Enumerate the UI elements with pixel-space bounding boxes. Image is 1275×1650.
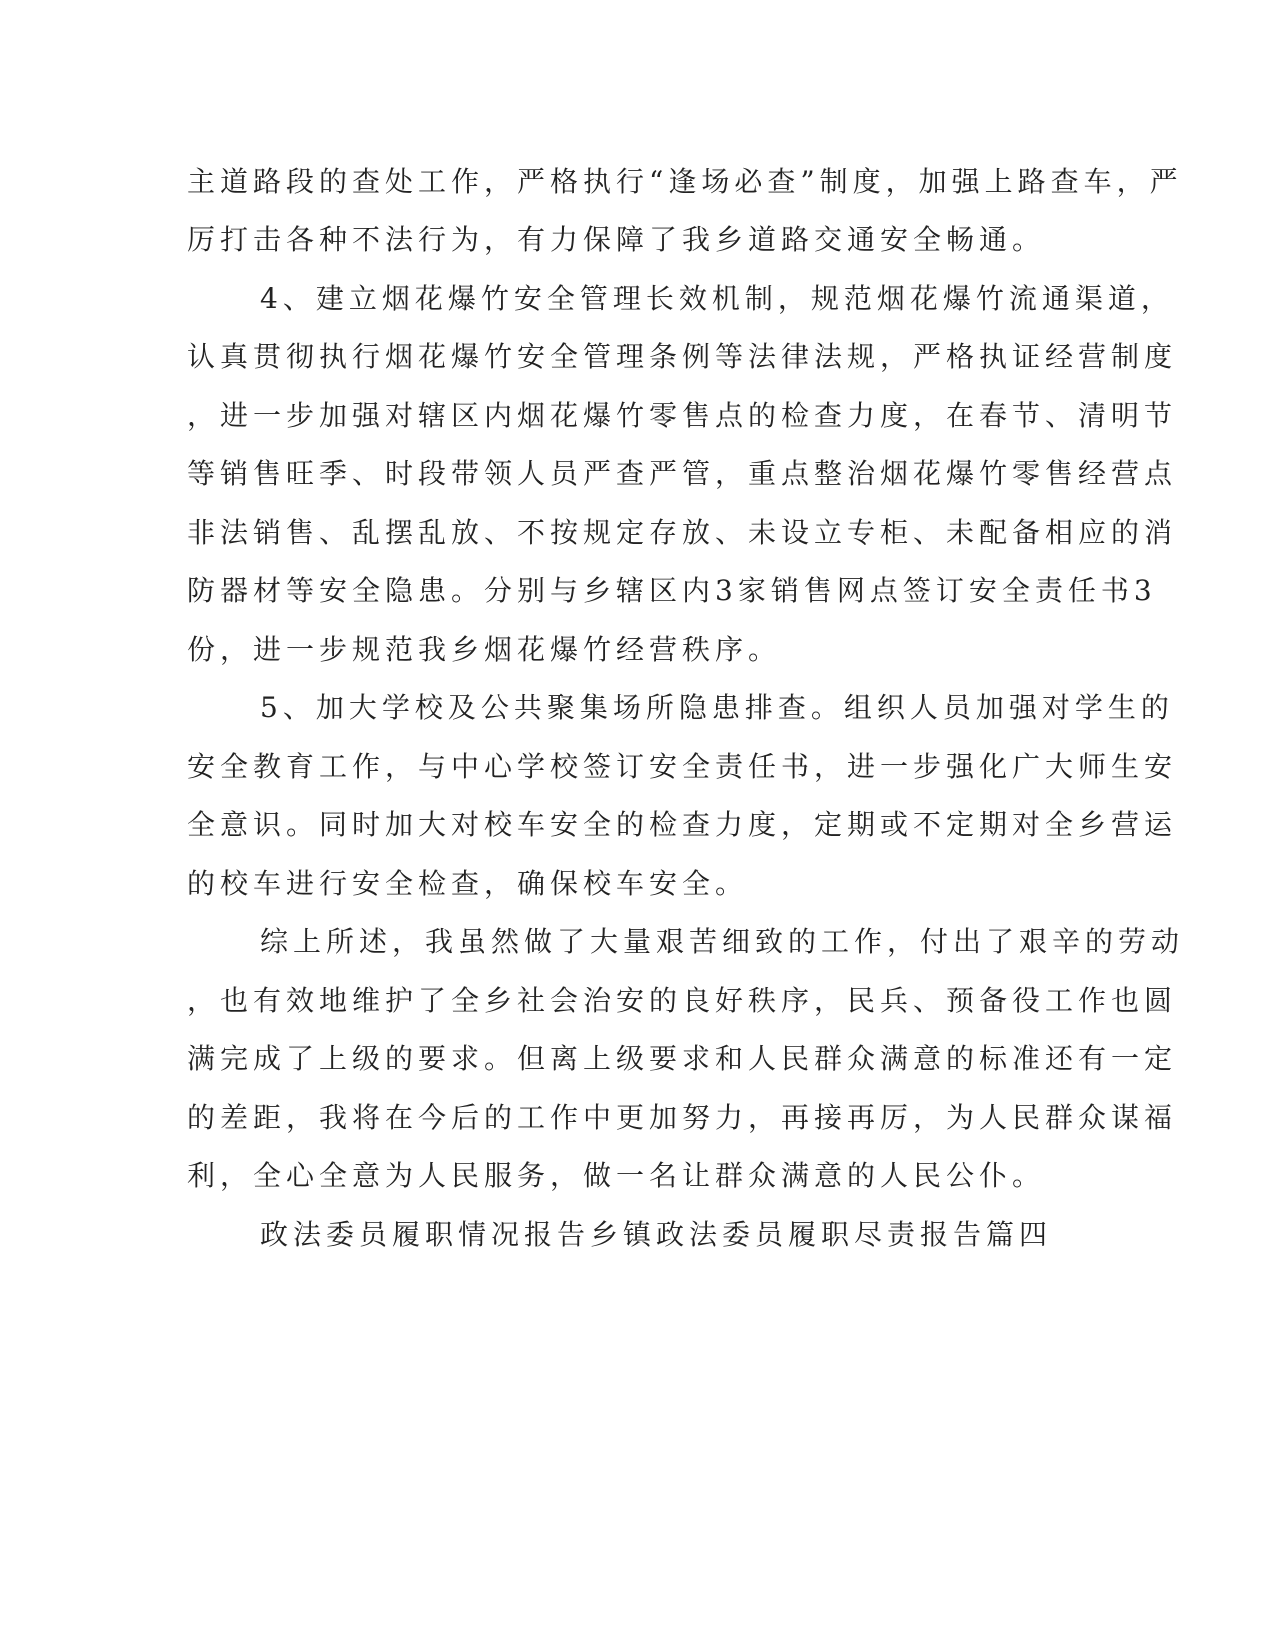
text-line: 等销售旺季、时段带领人员严查严管，重点整治烟花爆竹零售经营点 [187,457,1178,490]
paragraph-start-line: 4、建立烟花爆竹安全管理长效机制，规范烟花爆竹流通渠道， [260,282,1174,315]
text-line: 利，全心全意为人民服务，做一名让群众满意的人民公仆。 [187,1159,1046,1192]
text-line: 认真贯彻执行烟花爆竹安全管理条例等法律法规，严格执证经营制度 [187,340,1178,373]
section-title: 政法委员履职情况报告乡镇政法委员履职尽责报告篇四 [260,1218,1053,1251]
text-line: 的差距，我将在今后的工作中更加努力，再接再厉，为人民群众谋福 [187,1101,1178,1134]
text-line: 份，进一步规范我乡烟花爆竹经营秩序。 [187,633,782,666]
text-line: 的校车进行安全检查，确保校车安全。 [187,867,749,900]
paragraph-start-line: 5、加大学校及公共聚集场所隐患排查。组织人员加强对学生的 [260,691,1174,724]
text-line: ，进一步加强对辖区内烟花爆竹零售点的检查力度，在春节、清明节 [187,399,1178,432]
text-line: ，也有效地维护了全乡社会治安的良好秩序，民兵、预备役工作也圆 [187,984,1178,1017]
text-line: 非法销售、乱摆乱放、不按规定存放、未设立专柜、未配备相应的消 [187,516,1178,549]
paragraph-start-line: 综上所述，我虽然做了大量艰苦细致的工作，付出了艰辛的劳动 [260,925,1185,958]
text-line: 全意识。同时加大对校车安全的检查力度，定期或不定期对全乡营运 [187,808,1178,841]
text-line: 安全教育工作，与中心学校签订安全责任书，进一步强化广大师生安 [187,750,1178,783]
text-line: 主道路段的查处工作，严格执行“逢场必查”制度，加强上路查车，严 [187,165,1183,198]
text-line: 防器材等安全隐患。分别与乡辖区内3家销售网点签订安全责任书3 [187,574,1157,607]
text-line: 满完成了上级的要求。但离上级要求和人民群众满意的标准还有一定 [187,1042,1178,1075]
text-line: 厉打击各种不法行为，有力保障了我乡道路交通安全畅通。 [187,223,1046,256]
